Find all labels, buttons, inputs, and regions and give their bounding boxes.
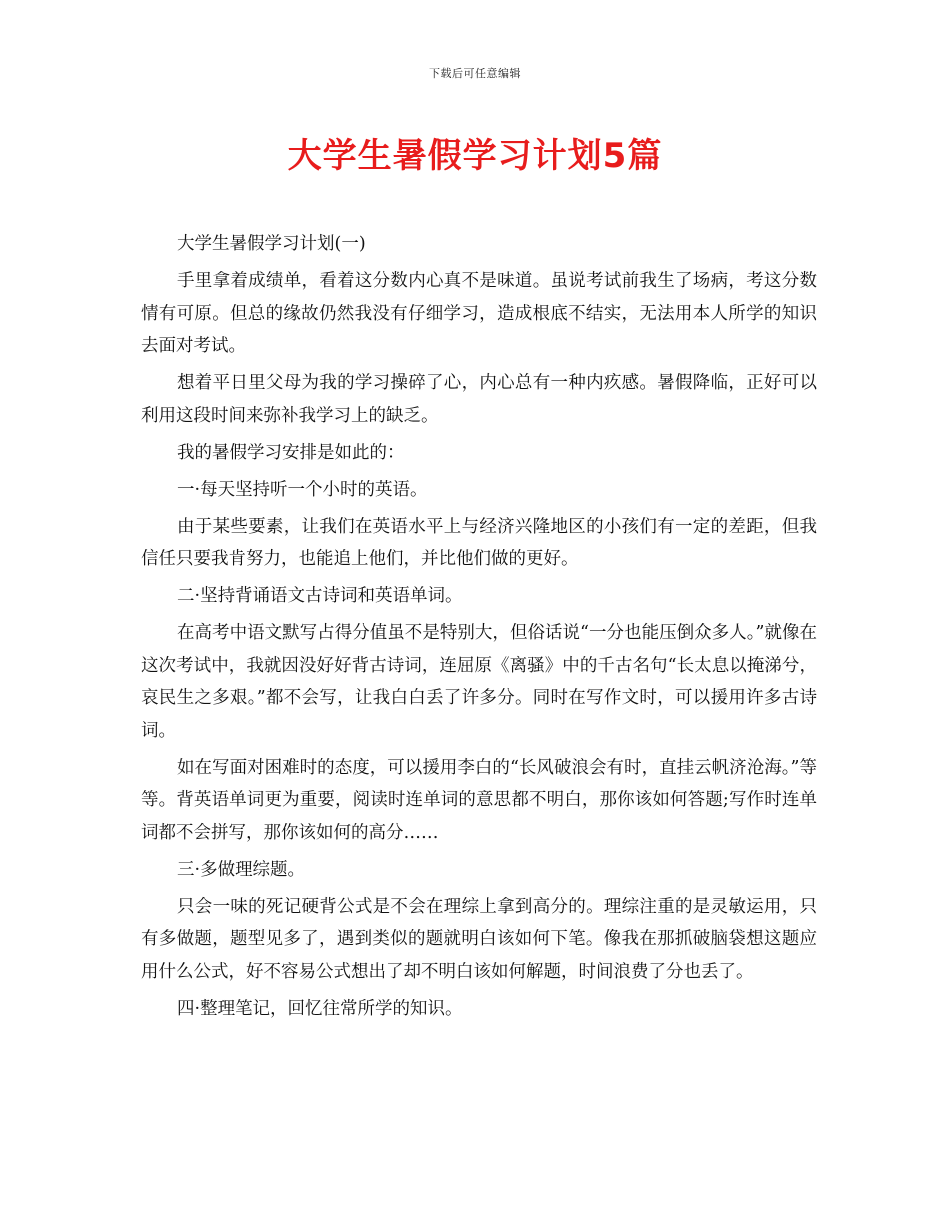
- section-heading: 大学生暑假学习计划(一): [177, 234, 366, 254]
- list-item-heading: 三·多做理综题。: [177, 859, 306, 880]
- list-item-heading: 二·坚持背诵语文古诗词和英语单词。: [177, 586, 463, 606]
- body-paragraph: 我的暑假学习安排是如此的：: [177, 442, 405, 463]
- list-item-heading: 一·每天坚持听一个小时的英语。: [177, 479, 428, 500]
- body-paragraph: 如在写面对困难时的态度，可以援用李白的“长风破浪会有时，直挂云帆济沧海。”等等。背英语单词更为重要，阅读时连单词的意思都不明白，那你该如何答题;写作时连单词都不会拼写，那你该如何的高分……: [141, 757, 817, 843]
- body-paragraph: 想着平日里父母为我的学习操碎了心，内心总有一种内疚感。暑假降临，正好可以利用这段时间来弥补我学习上的缺乏。: [141, 373, 817, 426]
- body-paragraph: 只会一味的死记硬背公式是不会在理综上拿到高分的。理综注重的是灵敏运用，只有多做题，题型见多了，遇到类似的题就明白该如何下笔。像我在那抓破脑袋想这题应用什么公式，好不容易公式想出了却不明白该如何解题，时间浪费了分也丢了。: [141, 896, 817, 982]
- document-title: 大学生暑假学习计划5篇: [287, 136, 663, 176]
- header-note: 下载后可任意编辑: [429, 67, 521, 80]
- document-body: [141, 228, 817, 1030]
- body-paragraph: 在高考中语文默写占得分值虽不是特别大，但俗话说“一分也能压倒众多人。”就像在这次考试中，我就因没好好背古诗词，连屈原《离骚》中的千古名句“长太息以掩涕兮，哀民生之多艰。”都不会写，让我白白丢了许多分。同时在写作文时，可以援用许多古诗词。: [141, 623, 817, 741]
- body-paragraph: 由于某些要素，让我们在英语水平上与经济兴隆地区的小孩们有一定的差距，但我信任只要我肯努力，也能追上他们，并比他们做的更好。: [141, 516, 817, 569]
- body-paragraph: 手里拿着成绩单，看着这分数内心真不是味道。虽说考试前我生了场病，考这分数情有可原。但总的缘故仍然我没有仔细学习，造成根底不结实，无法用本人所学的知识去面对考试。: [141, 271, 817, 356]
- list-item-heading: 四·整理笔记，回忆往常所学的知识。: [177, 998, 463, 1019]
